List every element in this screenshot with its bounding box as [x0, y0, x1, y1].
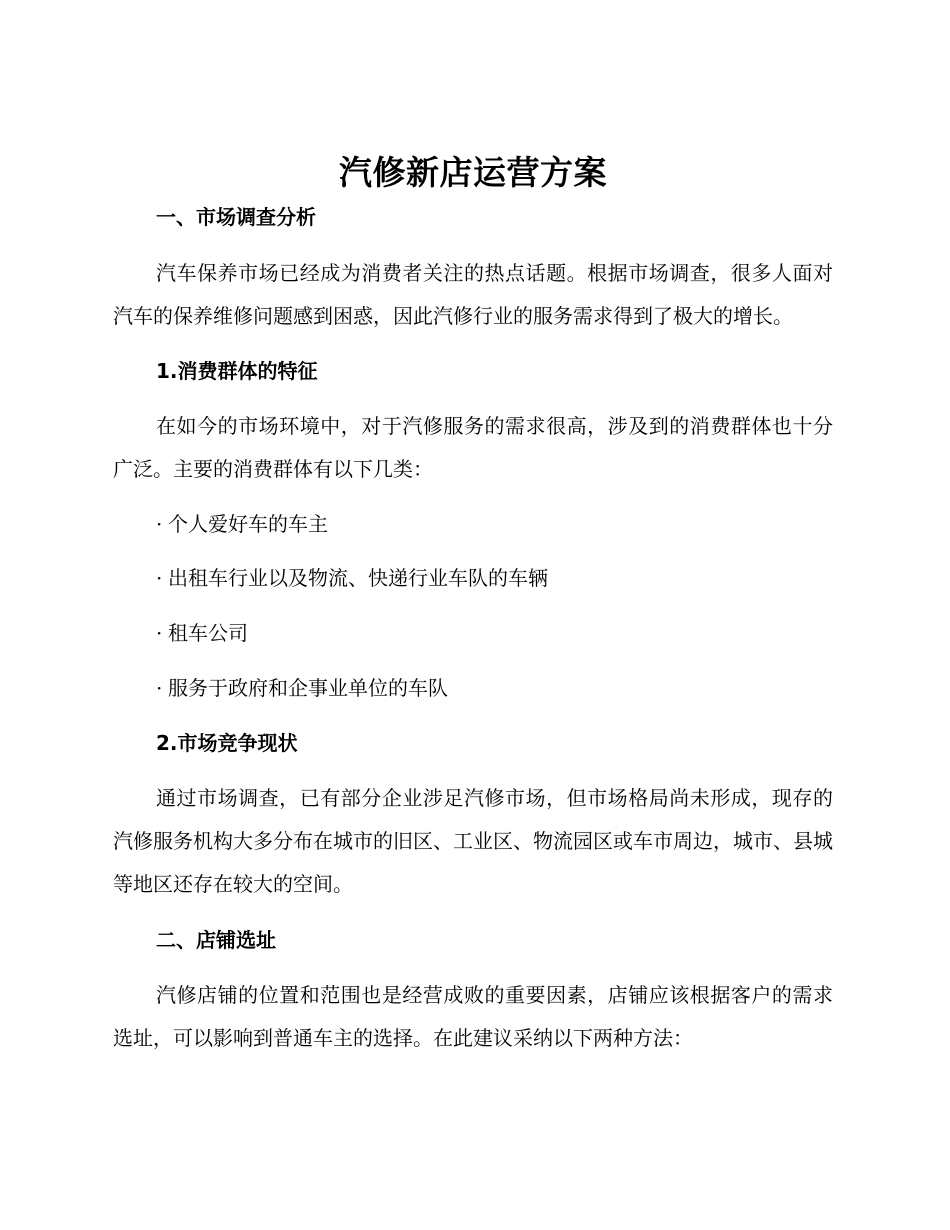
market-analysis-intro: 汽车保养市场已经成为消费者关注的热点话题。根据市场调查，很多人面对汽车的保养维修问题感到困惑，因此汽修行业的服务需求得到了极大的增长。: [113, 261, 833, 328]
list-item-text: 租车公司: [168, 621, 248, 645]
list-item-text: 服务于政府和企事业单位的车队: [168, 676, 448, 700]
document-page: [113, 150, 833, 1060]
list-item: [113, 673, 833, 703]
bullet-marker: ·: [156, 621, 163, 645]
bullet-marker: ·: [156, 676, 163, 700]
list-item: [113, 509, 833, 539]
list-item-text: 个人爱好车的车主: [168, 512, 328, 536]
market-competition-text: 通过市场调查，已有部分企业涉足汽修市场，但市场格局尚未形成，现存的汽修服务机构大多分布在城市的旧区、工业区、物流园区或车市周边，城市、县城等地区还存在较大的空间。: [113, 786, 833, 896]
subheading-market-competition: 2.市场竞争现状: [156, 731, 298, 755]
section-heading-store-location: 二、店铺选址: [156, 928, 276, 952]
bullet-marker: ·: [156, 566, 163, 590]
subheading-consumer-groups: 1.消费群体的特征: [156, 359, 318, 383]
section-heading-market-analysis: 一、市场调查分析: [156, 205, 316, 229]
list-item-text: 出租车行业以及物流、快递行业车队的车辆: [168, 566, 548, 590]
consumer-groups-text: 在如今的市场环境中，对于汽修服务的需求很高，涉及到的消费群体也十分广泛。主要的消费群体有以下几类：: [113, 414, 833, 481]
document-title: 汽修新店运营方案: [339, 153, 607, 192]
store-location-text: 汽修店铺的位置和范围也是经营成败的重要因素，店铺应该根据客户的需求选址，可以影响到普通车主的选择。在此建议采纳以下两种方法：: [113, 983, 833, 1050]
bullet-marker: ·: [156, 512, 163, 536]
list-item: [113, 563, 833, 593]
list-item: [113, 618, 833, 648]
